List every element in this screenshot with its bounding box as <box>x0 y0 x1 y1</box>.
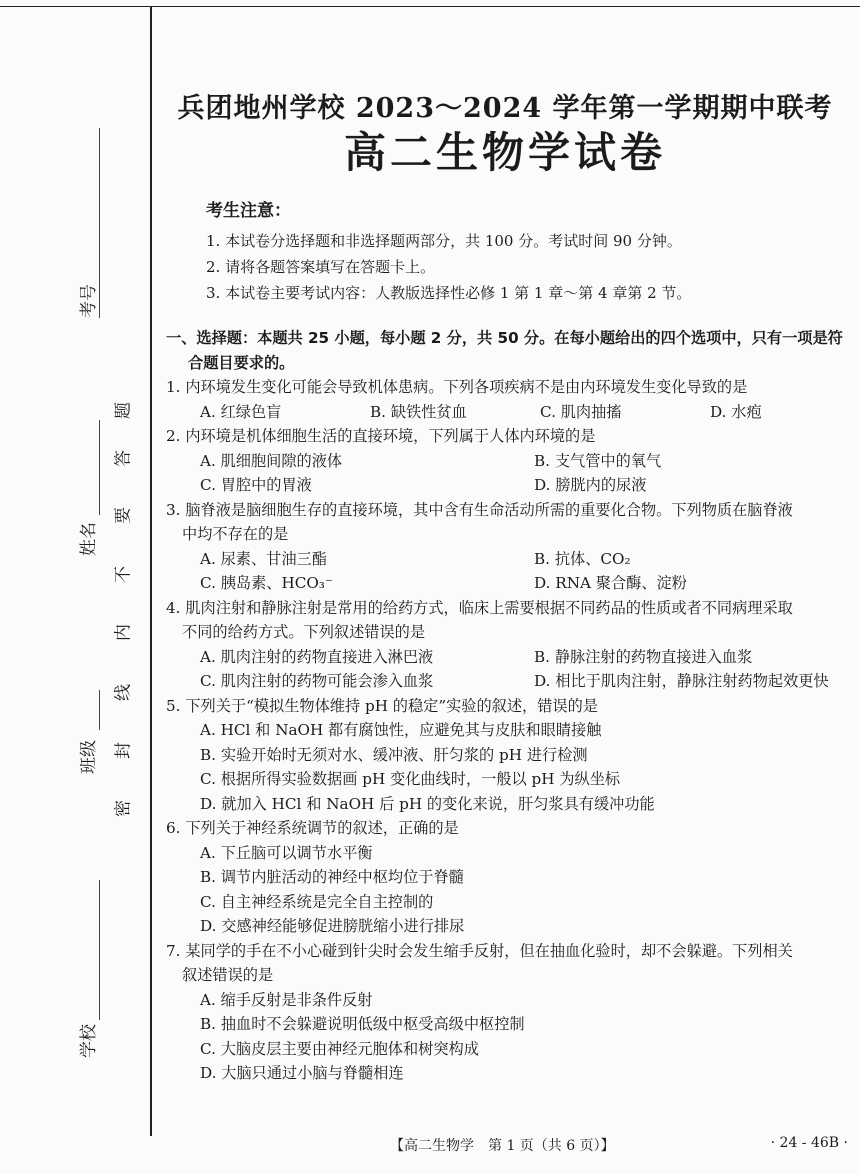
section-heading <box>166 326 854 375</box>
notice-item: 3. 本试卷主要考试内容：人教版选择性必修 1 第 1 章～第 4 章第 2 节。 <box>206 284 692 302</box>
option: C. 胰岛素、HCO₃⁻ <box>200 574 333 592</box>
seal-char: 要 <box>113 507 134 524</box>
class-line <box>99 690 100 730</box>
question-2 <box>166 424 854 498</box>
option: B. 调节内脏活动的神经中枢均位于脊髓 <box>200 868 464 886</box>
option: C. 根据所得实验数据画 pH 变化曲线时，一般以 pH 为纵坐标 <box>200 770 621 788</box>
option: A. 尿素、甘油三酯 <box>200 549 327 568</box>
question-1 <box>166 375 854 424</box>
notice-item: 1. 本试卷分选择题和非选择题两部分，共 100 分。考试时间 90 分钟。 <box>206 232 682 250</box>
seal-char: 题 <box>113 402 134 419</box>
seal-char: 不 <box>113 566 134 583</box>
exam-code: · 24 - 46B · <box>770 1135 848 1151</box>
question-area <box>166 326 854 1086</box>
question-stem: 4. 肌肉注射和静脉注射是常用的给药方式，临床上需要根据不同药品的性质或者不同病理采取 <box>166 598 793 617</box>
question-stem: 中均不存在的是 <box>182 525 289 543</box>
option: B. 缺铁性贫血 <box>370 402 467 421</box>
question-3 <box>166 498 854 596</box>
question-stem: 7. 某同学的手在不小心碰到针尖时会发生缩手反射，但在抽血化验时，却不会躲避。下列相关 <box>166 941 793 960</box>
option: D. RNA 聚合酶、淀粉 <box>534 574 687 592</box>
option: C. 肌肉抽搐 <box>540 402 622 421</box>
notice-heading: 考生注意： <box>206 201 291 221</box>
option: B. 实验开始时无须对水、缓冲液、肝匀浆的 pH 进行检测 <box>200 745 588 764</box>
notice-item: 2. 请将各题答案填写在答题卡上。 <box>206 258 436 276</box>
option: A. 下丘脑可以调节水平衡 <box>200 843 373 862</box>
question-stem: 不同的给药方式。下列叙述错误的是 <box>182 623 425 641</box>
question-stem: 1. 内环境发生变化可能会导致机体患病。下列各项疾病不是由内环境发生变化导致的是 <box>166 378 748 396</box>
option: A. 缩手反射是非条件反射 <box>200 990 373 1009</box>
top-border <box>0 6 860 7</box>
question-7 <box>166 939 854 1086</box>
school-label: 学校 <box>79 1024 99 1058</box>
option: C. 自主神经系统是完全自主控制的 <box>200 892 434 911</box>
options <box>166 645 854 694</box>
exam-subtitle: 兵团地州学校 2023～2024 学年第一学期期中联考 <box>177 93 833 124</box>
section-line: 合题目要求的。 <box>188 353 295 372</box>
question-stem: 3. 脑脊液是脑细胞生存的直接环境，其中含有生命活动所需的重要化合物。下列物质在脑脊液 <box>166 500 793 519</box>
option: D. 交感神经能够促进膀胱缩小进行排尿 <box>200 917 465 935</box>
option: A. 红绿色盲 <box>200 402 282 421</box>
options <box>166 400 854 425</box>
class-label: 班级 <box>79 740 99 774</box>
option: D. 大脑只通过小脑与脊髓相连 <box>200 1064 404 1082</box>
seal-char: 密 <box>113 800 134 817</box>
name-line <box>99 420 100 515</box>
options <box>166 449 854 498</box>
option: B. 抗体、CO₂ <box>534 549 631 568</box>
question-stem: 5. 下列关于“模拟生物体维持 pH 的稳定”实验的叙述，错误的是 <box>166 696 598 715</box>
option: D. 膀胱内的尿液 <box>534 476 647 494</box>
question-4 <box>166 596 854 694</box>
exam-number-label: 考号 <box>79 284 99 318</box>
question-stem: 2. 内环境是机体细胞生活的直接环境，下列属于人体内环境的是 <box>166 427 596 445</box>
question-5 <box>166 694 854 817</box>
option: B. 静脉注射的药物直接进入血浆 <box>534 647 753 666</box>
section-line: 一、选择题：本题共 25 小题，每小题 2 分，共 50 分。在每小题给出的四个选项中，只有一项是符 <box>166 329 843 347</box>
option: B. 抽血时不会躲避说明低级中枢受高级中枢控制 <box>200 1015 525 1033</box>
option: D. 水疱 <box>710 402 762 421</box>
question-6 <box>166 816 854 939</box>
name-label: 姓名 <box>79 522 99 556</box>
option: A. 肌肉注射的药物直接进入淋巴液 <box>200 647 434 666</box>
option: B. 支气管中的氧气 <box>534 451 662 470</box>
option: C. 肌肉注射的药物可能会渗入血浆 <box>200 672 434 690</box>
option: C. 胃腔中的胃液 <box>200 476 312 494</box>
seal-char: 封 <box>113 742 134 759</box>
option: A. 肌细胞间隙的液体 <box>200 451 343 470</box>
notice-block <box>206 196 691 307</box>
question-stem: 6. 下列关于神经系统调节的叙述，正确的是 <box>166 819 459 837</box>
option: D. 相比于肌肉注射，静脉注射药物起效更快 <box>534 672 829 690</box>
question-stem: 叙述错误的是 <box>182 966 274 984</box>
exam-title: 高二生物学试卷 <box>343 128 666 177</box>
options <box>166 547 854 596</box>
seal-char: 答 <box>113 450 134 467</box>
seal-char: 内 <box>113 624 134 641</box>
option: C. 大脑皮层主要由神经元胞体和树突构成 <box>200 1039 479 1058</box>
seal-char: 线 <box>113 684 134 701</box>
option: D. 就加入 HCl 和 NaOH 后 pH 的变化来说，肝匀浆具有缓冲功能 <box>200 794 655 813</box>
school-line <box>99 880 100 1020</box>
page-number: 【高二生物学 第 1 页（共 6 页）】 <box>390 1138 615 1154</box>
exam-number-line <box>99 128 100 318</box>
option: A. HCl 和 NaOH 都有腐蚀性，应避免其与皮肤和眼睛接触 <box>200 721 602 739</box>
